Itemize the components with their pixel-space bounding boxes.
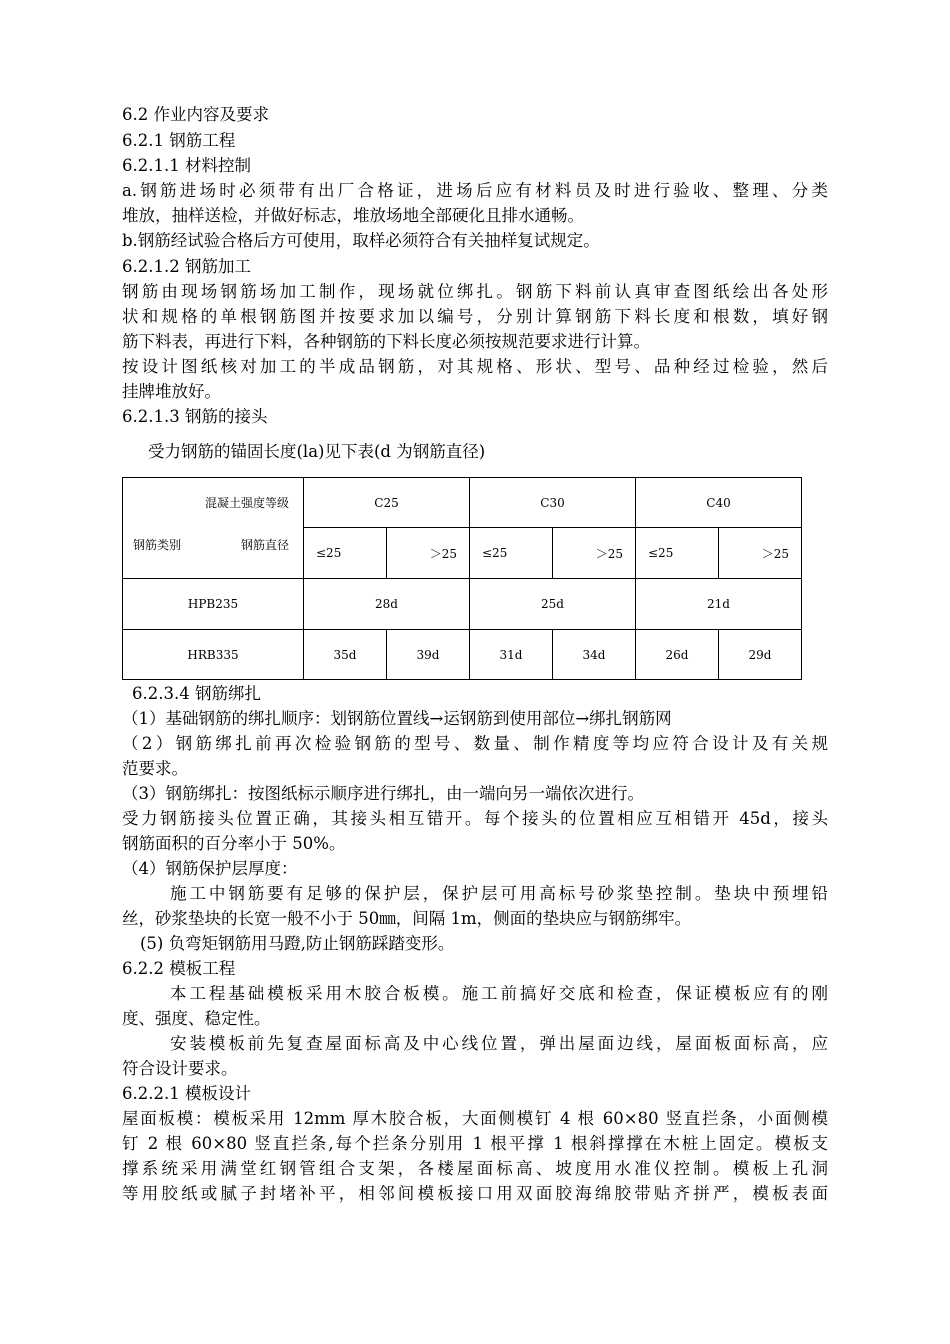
paragraph-line: a.钢筋进场时必须带有出厂合格证，进场后应有材料员及时进行验收、整理、分类 (122, 181, 828, 200)
table-row (123, 630, 802, 680)
paragraph-line: 撑系统采用满堂红钢管组合支架，各楼屋面标高、坡度用水准仪控制。模板上孔洞 (122, 1159, 828, 1178)
value-cell: 26d (636, 630, 719, 680)
paragraph-line: 堆放，抽样送检，并做好标志，堆放场地全部硬化且排水通畅。 (122, 206, 584, 225)
diameter-header: ＞25 (719, 528, 802, 579)
header-concrete-grade: 混凝土强度等级 (204, 496, 289, 510)
paragraph-line: 安装模板前先复查屋面标高及中心线位置，弹出屋面边线，屋面板面标高，应 (170, 1034, 828, 1053)
paragraph-line: 范要求。 (122, 759, 188, 778)
subsection-heading: 6.2.1.1 材料控制 (122, 156, 251, 175)
rebar-type-cell: HRB335 (123, 630, 304, 680)
value-cell: 25d (470, 579, 636, 630)
section-heading: 6.2 作业内容及要求 (122, 105, 269, 124)
subsection-heading: 6.2.3.4 钢筋绑扎 (132, 684, 261, 703)
diameter-header: ≤25 (304, 528, 387, 579)
header-rebar-type: 钢筋类别 (133, 538, 182, 552)
paragraph-line: 按设计图纸核对加工的半成品钢筋，对其规格、形状、型号、品种经过检验，然后 (122, 357, 828, 376)
diameter-header: ≤25 (470, 528, 553, 579)
paragraph-line: 钢筋面积的百分率小于 50%。 (122, 834, 346, 853)
table-caption: 受力钢筋的锚固长度(la)见下表(d 为钢筋直径) (148, 442, 486, 461)
subsection-heading: 6.2.1.3 钢筋的接头 (122, 407, 268, 426)
paragraph-line: 状和规格的单根钢筋图并按要求加以编号，分别计算钢筋下料长度和根数，填好钢 (122, 307, 828, 326)
anchorage-length-table (122, 477, 802, 680)
value-cell: 28d (304, 579, 470, 630)
rebar-type-cell: HPB235 (123, 579, 304, 630)
paragraph-line: 施工中钢筋要有足够的保护层，保护层可用高标号砂浆垫控制。垫块中预埋铅 (170, 884, 828, 903)
subsection-heading: 6.2.2.1 模板设计 (122, 1084, 251, 1103)
header-rebar-diameter: 钢筋直径 (240, 538, 289, 552)
value-cell: 34d (553, 630, 636, 680)
diameter-header: ＞25 (553, 528, 636, 579)
paragraph-line: 等用胶纸或腻子封堵补平，相邻间模板接口用双面胶海绵胶带贴齐拼严，模板表面 (122, 1184, 828, 1203)
paragraph-line: 挂牌堆放好。 (122, 382, 221, 401)
paragraph-line: 钉 2 根 60×80 竖直拦条,每个拦条分别用 1 根平撑 1 根斜撑撑在木桩上固定。模板支 (122, 1134, 828, 1153)
grade-header: C25 (304, 478, 470, 528)
paragraph-line: 钢筋由现场钢筋场加工制作，现场就位绑扎。钢筋下料前认真审查图纸绘出各处形 (122, 282, 828, 301)
paragraph-line: 度、强度、稳定性。 (122, 1009, 271, 1028)
value-cell: 35d (304, 630, 387, 680)
paragraph-line: (5) 负弯矩钢筋用马蹬,防止钢筋踩踏变形。 (140, 934, 455, 953)
paragraph-line: b.钢筋经试验合格后方可使用，取样必须符合有关抽样复试规定。 (122, 231, 600, 250)
value-cell: 29d (719, 630, 802, 680)
subsection-heading: 6.2.1.2 钢筋加工 (122, 257, 251, 276)
value-cell: 39d (387, 630, 470, 680)
paragraph-line: （1）基础钢筋的绑扎顺序：划钢筋位置线→运钢筋到使用部位→绑扎钢筋网 (122, 709, 672, 728)
grade-header: C40 (636, 478, 802, 528)
paragraph-line: 受力钢筋接头位置正确，其接头相互错开。每个接头的位置相应互相错开 45d，接头 (122, 809, 828, 828)
diameter-header: ＞25 (387, 528, 470, 579)
subsection-heading: 6.2.2 模板工程 (122, 959, 236, 978)
value-cell: 21d (636, 579, 802, 630)
paragraph-line: 筋下料表，再进行下料，各种钢筋的下料长度必须按规范要求进行计算。 (122, 332, 650, 351)
paragraph-line: 本工程基础模板采用木胶合板模。施工前搞好交底和检查，保证模板应有的刚 (170, 984, 828, 1003)
table-row (123, 579, 802, 630)
paragraph-line: 符合设计要求。 (122, 1059, 238, 1078)
paragraph-line: （2）钢筋绑扎前再次检验钢筋的型号、数量、制作精度等均应符合设计及有关规 (122, 734, 828, 753)
paragraph-line: 丝，砂浆垫块的长宽一般不小于 50㎜，间隔 1m，侧面的垫块应与钢筋绑牢。 (122, 909, 692, 928)
value-cell: 31d (470, 630, 553, 680)
paragraph-line: （4）钢筋保护层厚度： (122, 859, 298, 878)
diameter-header: ≤25 (636, 528, 719, 579)
paragraph-line: 屋面板模：模板采用 12mm 厚木胶合板，大面侧模钉 4 根 60×80 竖直拦条，小面侧模 (122, 1109, 828, 1128)
subsection-heading: 6.2.1 钢筋工程 (122, 131, 236, 150)
grade-header: C30 (470, 478, 636, 528)
table-header-corner (123, 478, 304, 579)
paragraph-line: （3）钢筋绑扎：按图纸标示顺序进行绑扎，由一端向另一端依次进行。 (122, 784, 644, 803)
